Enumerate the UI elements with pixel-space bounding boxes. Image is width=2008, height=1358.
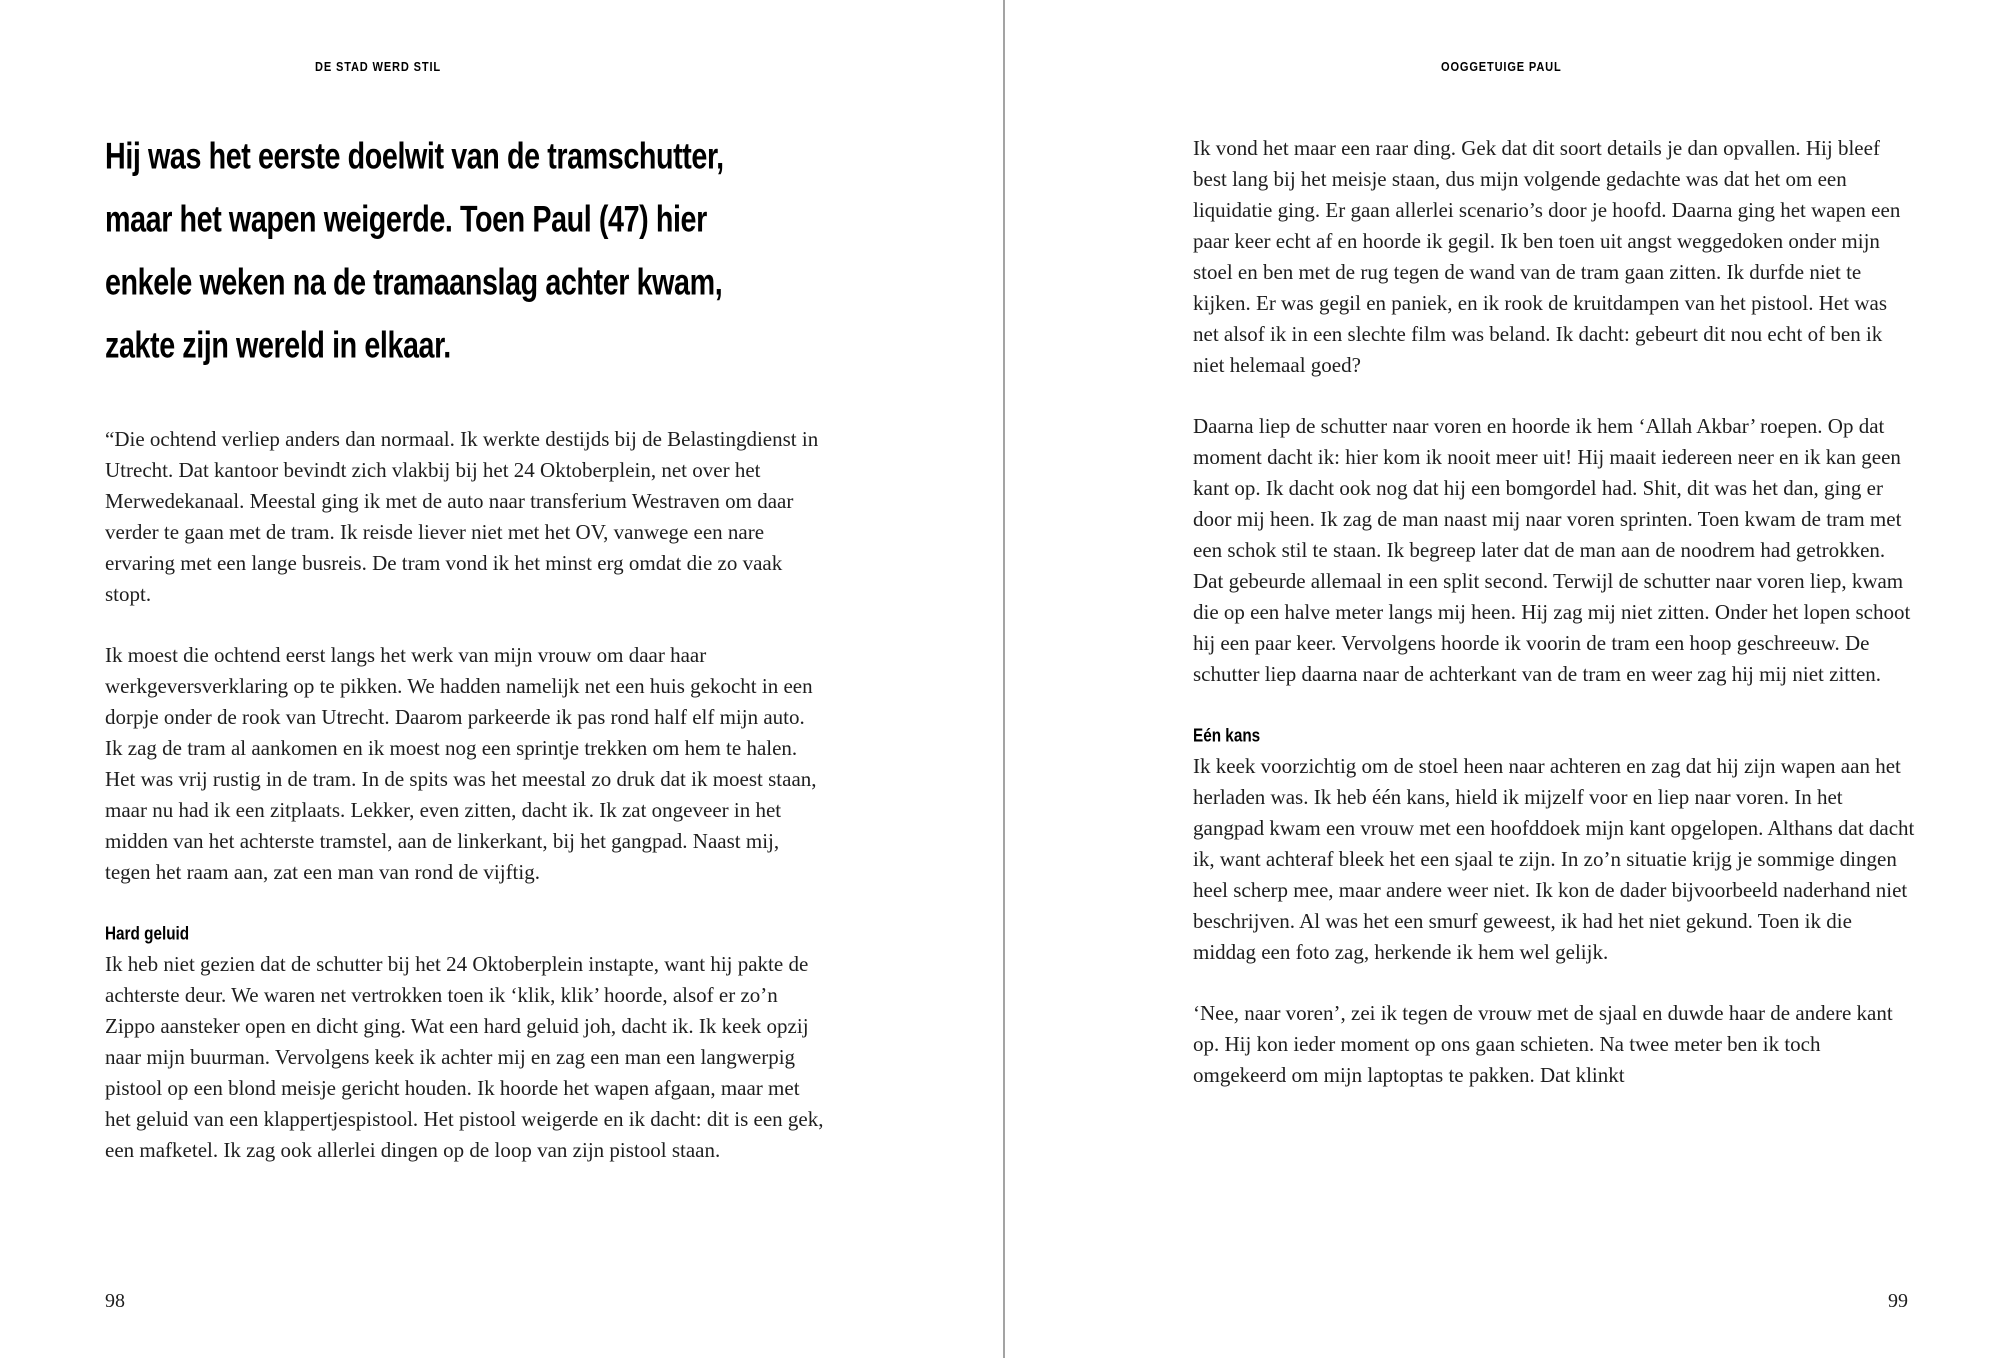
running-head-chapter-title: OOGGETUIGE PAUL <box>1441 59 1562 74</box>
headline-line-3: enkele weken na de tramaanslag achter kwam, <box>105 261 723 304</box>
headline-line-1: Hij was het eerste doelwit van de tramschutter, <box>105 135 724 178</box>
chapter-headline <box>105 125 835 377</box>
left-paragraph-2: Ik moest die ochtend eerst langs het werk van mijn vrouw om daar haar werkgeversverklaring op te pikken. We hadden namelijk net een huis gekocht in een dorpje onder de rook van Utrecht. Daarom parkeerde ik pas rond half elf mijn auto. Ik zag de tram al aankomen en ik moest nog een sprintje trekken om hem te halen. Het was vrij rustig in de tram. In de spits was het meestal zo druk dat ik moest staan, maar nu had ik een zitplaats. Lekker, even zitten, dacht ik. Ik zat ongeveer in het midden van het achterste tramstel, aan de linkerkant, bij het gangpad. Naast mij, tegen het raam aan, zat een man van rond de vijftig. <box>105 643 817 884</box>
left-paragraph-1: “Die ochtend verliep anders dan normaal. Ik werkte destijds bij de Belastingdienst in Utrecht. Dat kantoor bevindt zich vlakbij bij het 24 Oktoberplein, net over het Merwedekanaal. Meestal ging ik met de auto naar transferium Westraven om daar verder te gaan met de tram. Ik reisde liever niet met het OV, vanwege een nare ervaring met een lange busreis. De tram vond ik het minst erg omdat die zo vaak stopt. <box>105 427 819 606</box>
running-head-book-title: DE STAD WERD STIL <box>315 59 441 74</box>
headline-line-4: zakte zijn wereld in elkaar. <box>105 324 451 367</box>
right-paragraph-1: Ik vond het maar een raar ding. Gek dat dit soort details je dan opvallen. Hij bleef best lang bij het meisje staan, dus mijn volgende gedachte was dat het om een liquidatie ging. Er gaan allerlei scenario’s door je hoofd. Daarna ging het wapen een paar keer echt af en hoorde ik gegil. Ik ben toen uit angst weggedoken onder mijn stoel en ben met de rug tegen de wand van de tram gaan zitten. Ik durfde niet te kijken. Er was gegil en paniek, en ik rook de kruitdampen van het pistool. Het was net alsof ik in een slechte film was beland. Ik dacht: gebeurt dit nou echt of ben ik niet helemaal goed? <box>1193 136 1901 377</box>
right-paragraph-3: Ik keek voorzichtig om de stoel heen naar achteren en zag dat hij zijn wapen aan het herladen was. Ik heb één kans, hield ik mijzelf voor en liep naar voren. In het gangpad kwam een vrouw met een hoofddoek mijn kant opgelopen. Althans dat dacht ik, want achteraf bleek het een sjaal te zijn. In zo’n situatie krijg je sommige dingen heel scherp mee, maar andere weer niet. Ik kon de dader bijvoorbeeld naderhand niet beschrijven. Al was het een smurf geweest, ik had het niet gekund. Toen ik die middag een foto zag, herkende ik hem wel gelijk. <box>1193 754 1915 964</box>
right-paragraph-2: Daarna liep de schutter naar voren en hoorde ik hem ‘Allah Akbar’ roepen. Op dat moment dacht ik: hier kom ik nooit meer uit! Hij maait iedereen neer en ik kan geen kant op. Ik dacht ook nog dat hij een bomgordel had. Shit, dit was het dan, ging er door mij heen. Ik zag de man naast mij naar voren sprinten. Toen kwam de tram met een schok stil te staan. Ik begreep later dat de man aan de noodrem had getrokken. Dat gebeurde allemaal in een split second. Terwijl de schutter naar voren liep, kwam die op een halve meter langs mij heen. Hij zag mij niet zitten. Onder het lopen schoot hij een paar keer. Vervolgens hoorde ik voorin de tram een hoop geschreeuw. De schutter liep daarna naar de achterkant van de tram en weer zag hij mij niet zitten. <box>1193 414 1911 686</box>
left-page-content <box>105 125 835 1166</box>
left-paragraph-3: Ik heb niet gezien dat de schutter bij het 24 Oktoberplein instapte, want hij pakte de achterste deur. We waren net vertrokken toen ik ‘klik, klik’ hoorde, alsof er zo’n Zippo aansteker open en dicht ging. Wat een hard geluid joh, dacht ik. Ik keek opzij naar mijn buurman. Vervolgens keek ik achter mij en zag een man een langwerpig pistool op een blond meisje gericht houden. Ik hoorde het wapen afgaan, maar met het geluid van een klappertjespistool. Het pistool weigerde en ik dacht: dit is een gek, een mafketel. Ik zag ook allerlei dingen op de loop van zijn pistool staan. <box>105 952 824 1162</box>
page-number-right: 99 <box>1888 1290 1908 1312</box>
right-paragraph-4: ‘Nee, naar voren’, zei ik tegen de vrouw met de sjaal en duwde haar de andere kant op. Hij kon ieder moment op ons gaan schieten. Na twee meter ben ik toch omgekeerd om mijn laptoptas te pakken. Dat klinkt <box>1193 1001 1893 1087</box>
page-right <box>1005 0 2008 1358</box>
right-subheading: Eén kans <box>1193 724 1261 746</box>
page-left <box>0 0 1003 1358</box>
right-page-content <box>1193 133 1923 1091</box>
headline-line-2: maar het wapen weigerde. Toen Paul (47) hier <box>105 198 707 241</box>
page-number-left: 98 <box>105 1290 125 1312</box>
left-subheading: Hard geluid <box>105 922 190 944</box>
